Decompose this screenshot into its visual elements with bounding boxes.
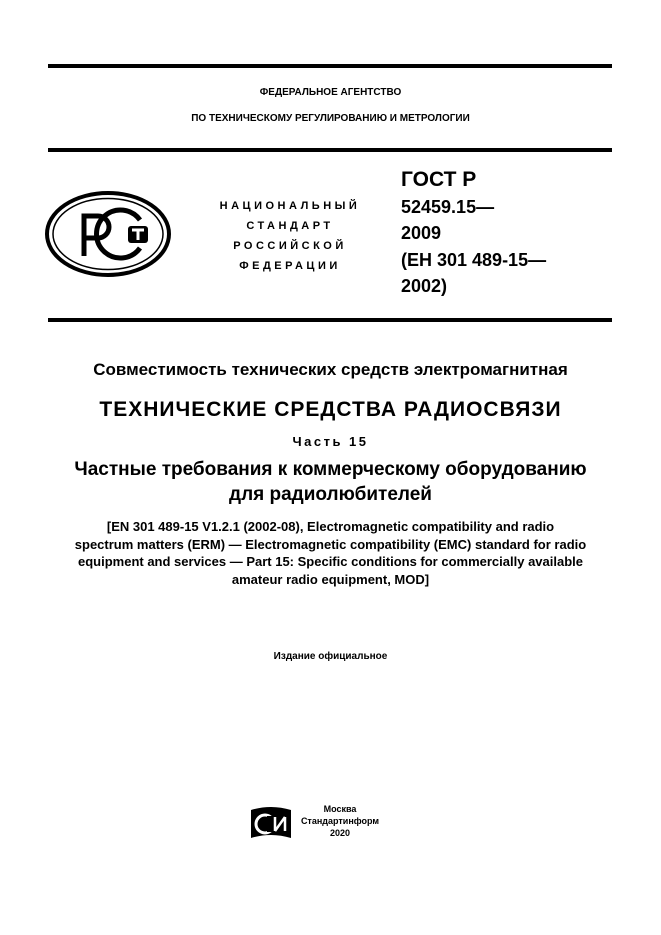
national-standard-label bbox=[195, 196, 385, 276]
designation-line: 52459.15— bbox=[401, 196, 495, 217]
title-line-1: Совместимость технических средств электромагнитная bbox=[93, 360, 568, 379]
natl-line: СТАНДАРТ bbox=[246, 220, 334, 232]
edition-label: Издание официальное bbox=[273, 651, 388, 662]
natl-line: ФЕДЕРАЦИИ bbox=[239, 260, 341, 272]
english-line: [EN 301 489-15 V1.2.1 (2002-08), Electromagnetic compatibility and radio bbox=[106, 519, 555, 534]
designation-line: 2002) bbox=[401, 276, 448, 296]
standartinform-logo-icon bbox=[249, 806, 293, 840]
english-line: spectrum matters (ERM) — Electromagnetic compatibility (EMC) standard for radio bbox=[74, 536, 587, 552]
top-rule bbox=[48, 64, 612, 68]
subtitle-line: для радиолюбителей bbox=[229, 484, 432, 505]
designation-line: ГОСТ Р bbox=[401, 168, 477, 191]
publisher-name: Стандартинформ bbox=[300, 816, 380, 826]
designation-line: 2009 bbox=[401, 223, 442, 243]
english-title bbox=[45, 518, 616, 588]
english-line: amateur radio equipment, MOD] bbox=[231, 571, 430, 587]
publisher-city: Москва bbox=[323, 804, 357, 814]
publisher-year: 2020 bbox=[329, 828, 351, 838]
english-line: equipment and services — Part 15: Specific conditions for commercially available bbox=[77, 554, 583, 569]
part-label: Часть 15 bbox=[292, 434, 369, 449]
rst-logo-icon bbox=[44, 190, 172, 278]
subtitle bbox=[0, 457, 661, 507]
agency-line-1: ФЕДЕРАЛЬНОЕ АГЕНТСТВО bbox=[259, 87, 402, 98]
publisher-info bbox=[300, 803, 380, 839]
subtitle-line: Частные требования к коммерческому оборудованию bbox=[74, 459, 587, 480]
title-line-2: ТЕХНИЧЕСКИЕ СРЕДСТВА РАДИОСВЯЗИ bbox=[99, 398, 562, 421]
banner-top-rule bbox=[48, 148, 612, 152]
designation-line: (ЕН 301 489-15— bbox=[401, 249, 547, 270]
natl-line: РОССИЙСКОЙ bbox=[233, 240, 347, 252]
standard-designation bbox=[401, 167, 546, 300]
natl-line: НАЦИОНАЛЬНЫЙ bbox=[219, 200, 361, 212]
agency-line-2: ПО ТЕХНИЧЕСКОМУ РЕГУЛИРОВАНИЮ И МЕТРОЛОГИИ bbox=[191, 113, 470, 124]
banner-bottom-rule bbox=[48, 318, 612, 322]
